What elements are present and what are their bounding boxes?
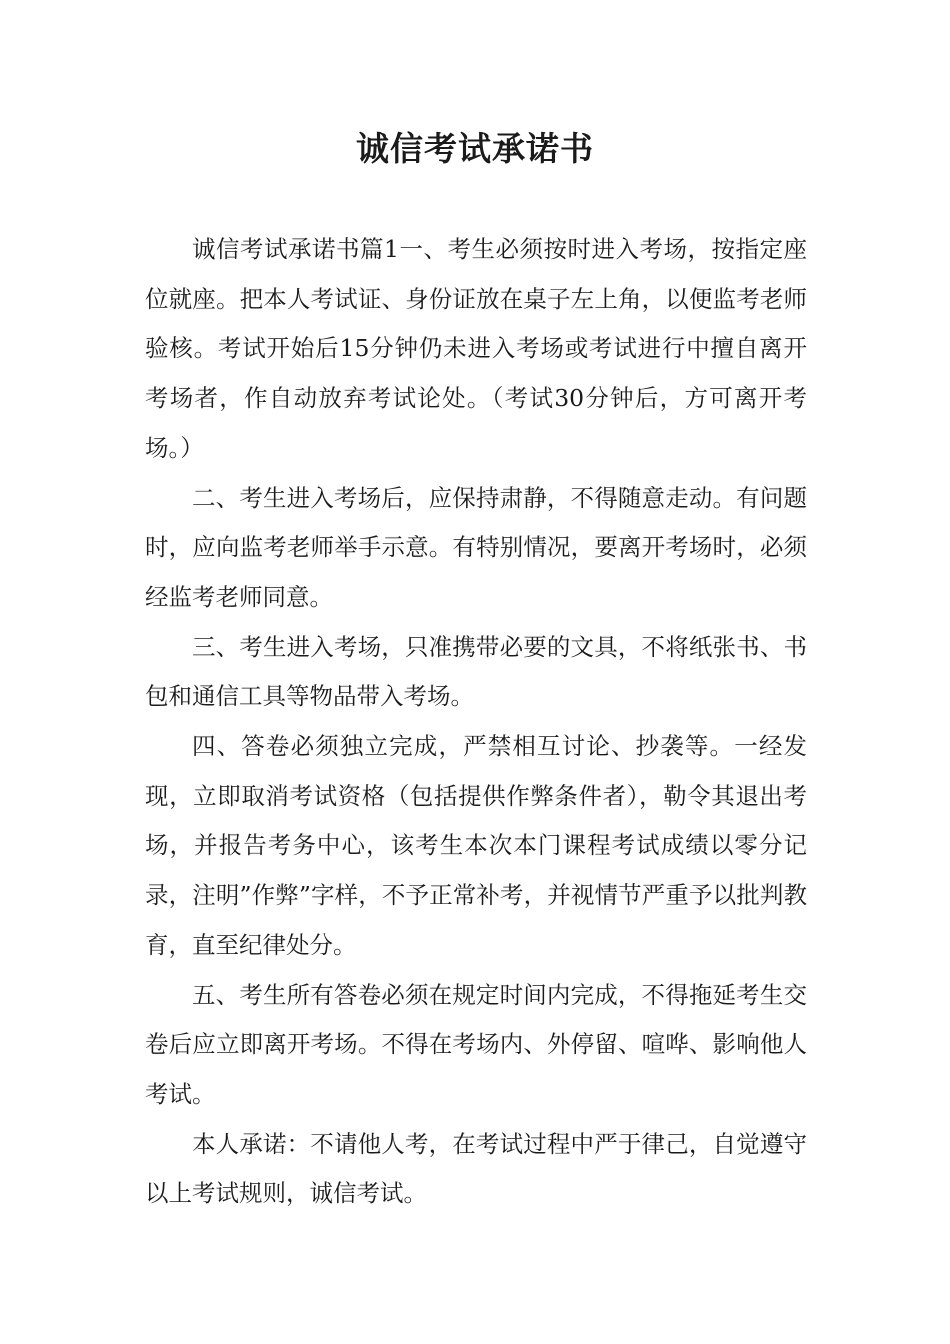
paragraph-4: 四、答卷必须独立完成，严禁相互讨论、抄袭等。一经发现，立即取消考试资格（包括提供作弊条件者），勒令其退出考场，并报告考务中心，该考生本次本门课程考试成绩以零分记录，注明”作弊”字样，不予正常补考，并视情节严重予以批判教育，直至纪律处分。 [145, 732, 807, 959]
paragraph-5: 五、考生所有答卷必须在规定时间内完成，不得拖延考生交卷后应立即离开考场。不得在考场内、外停留、喧哗、影响他人考试。 [145, 980, 807, 1108]
document-title: 诚信考试承诺书 [356, 129, 594, 168]
paragraph-3: 三、考生进入考场，只准携带必要的文具，不将纸张书、书包和通信工具等物品带入考场。 [145, 632, 807, 711]
document-body [145, 225, 807, 1219]
paragraph-2: 二、考生进入考场后，应保持肃静，不得随意走动。有问题时，应向监考老师举手示意。有特别情况，要离开考场时，必须经监考老师同意。 [145, 483, 807, 611]
paragraph-6: 本人承诺：不请他人考，在考试过程中严于律己，自觉遵守以上考试规则，诚信考试。 [145, 1129, 807, 1208]
paragraph-1: 诚信考试承诺书篇1一、考生必须按时进入考场，按指定座位就座。把本人考试证、身份证放在桌子左上角，以便监考老师验核。考试开始后15分钟仍未进入考场或考试进行中擅自离开考场者，作自动放弃考试论处。（考试30分钟后，方可离开考场。） [145, 235, 807, 462]
